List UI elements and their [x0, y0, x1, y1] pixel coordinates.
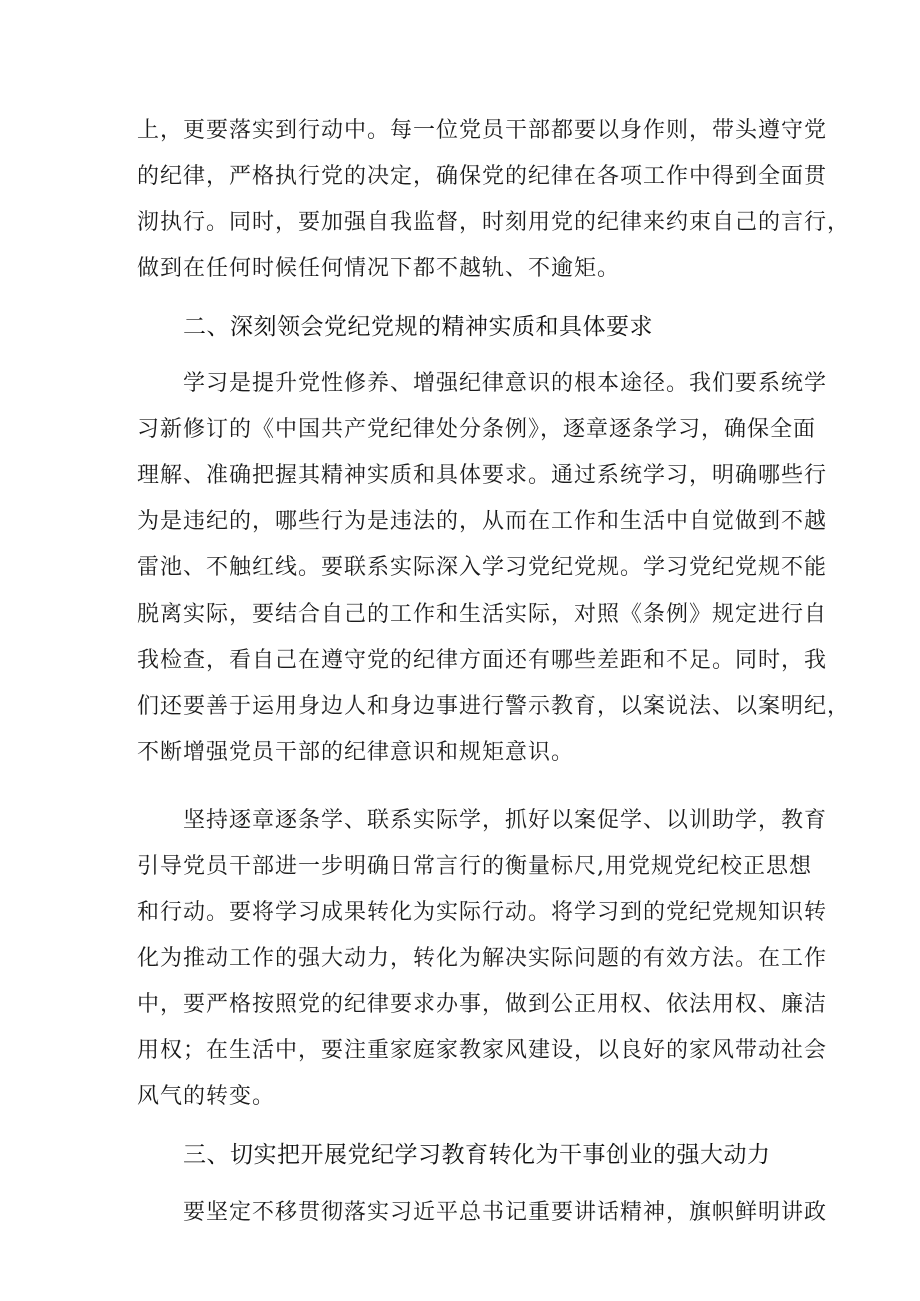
paragraph-2-line: 习新修订的《中国共产党纪律处分条例》，逐章逐条学习，确保全面: [137, 417, 817, 442]
paragraph-4-line: 要坚定不移贯彻落实习近平总书记重要讲话精神，旗帜鲜明讲政: [183, 1200, 828, 1225]
paragraph-2-line: 脱离实际，要结合自己的工作和生活实际，对照《条例》规定进行自: [137, 602, 828, 627]
paragraph-2-line: 理解、准确把握其精神实质和具体要求。通过系统学习，明确哪些行: [137, 463, 828, 488]
paragraph-3-line: 和行动。要将学习成果转化为实际行动。将学习到的党纪党规知识转: [137, 900, 828, 925]
paragraph-3-line: 坚持逐章逐条学、联系实际学，抓好以案促学、以训助学，教育: [183, 808, 828, 833]
paragraph-2-line: 雷池、不触红线。要联系实际深入学习党纪党规。学习党纪党规不能: [137, 555, 828, 580]
paragraph-3-line: 中，要严格按照党的纪律要求办事，做到公正用权、依法用权、廉洁: [137, 992, 828, 1017]
paragraph-1-line: 上，更要落实到行动中。每一位党员干部都要以身作则，带头遵守党: [137, 118, 828, 143]
section-heading-2: 二、深刻领会党纪党规的精神实质和具体要求: [183, 314, 653, 340]
paragraph-3-line: 风气的转变。: [137, 1084, 276, 1109]
paragraph-2-line: 学习是提升党性修养、增强纪律意识的根本途径。我们要系统学: [183, 371, 828, 396]
paragraph-3-line: 引导党员干部进一步明确日常言行的衡量标尺,用党规党纪校正思想: [137, 854, 812, 879]
paragraph-2-line: 们还要善于运用身边人和身边事进行警示教育，以案说法、以案明纪，: [137, 694, 851, 719]
paragraph-3-line: 化为推动工作的强大动力，转化为解决实际问题的有效方法。在工作: [137, 946, 828, 971]
paragraph-1-line: 沏执行。同时，要加强自我监督，时刻用党的纪律来约束自己的言行，: [137, 210, 851, 235]
paragraph-1-line: 做到在任何时候任何情况下都不越轨、不逾矩。: [137, 256, 621, 281]
paragraph-2-line: 不断增强党员干部的纪律意识和规矩意识。: [137, 740, 575, 765]
paragraph-3-line: 用权；在生活中，要注重家庭家教家风建设，以良好的家风带动社会: [137, 1038, 828, 1063]
paragraph-2-line: 为是违纪的，哪些行为是违法的，从而在工作和生活中自觉做到不越: [137, 509, 828, 534]
paragraph-1-line: 的纪律，严格执行党的决定，确保党的纪律在各项工作中得到全面贯: [137, 164, 828, 189]
section-heading-3: 三、切实把开展党纪学习教育转化为干事创业的强大动力: [183, 1142, 771, 1168]
paragraph-2-line: 我检查，看自己在遵守党的纪律方面还有哪些差距和不足。同时，我: [137, 648, 828, 673]
